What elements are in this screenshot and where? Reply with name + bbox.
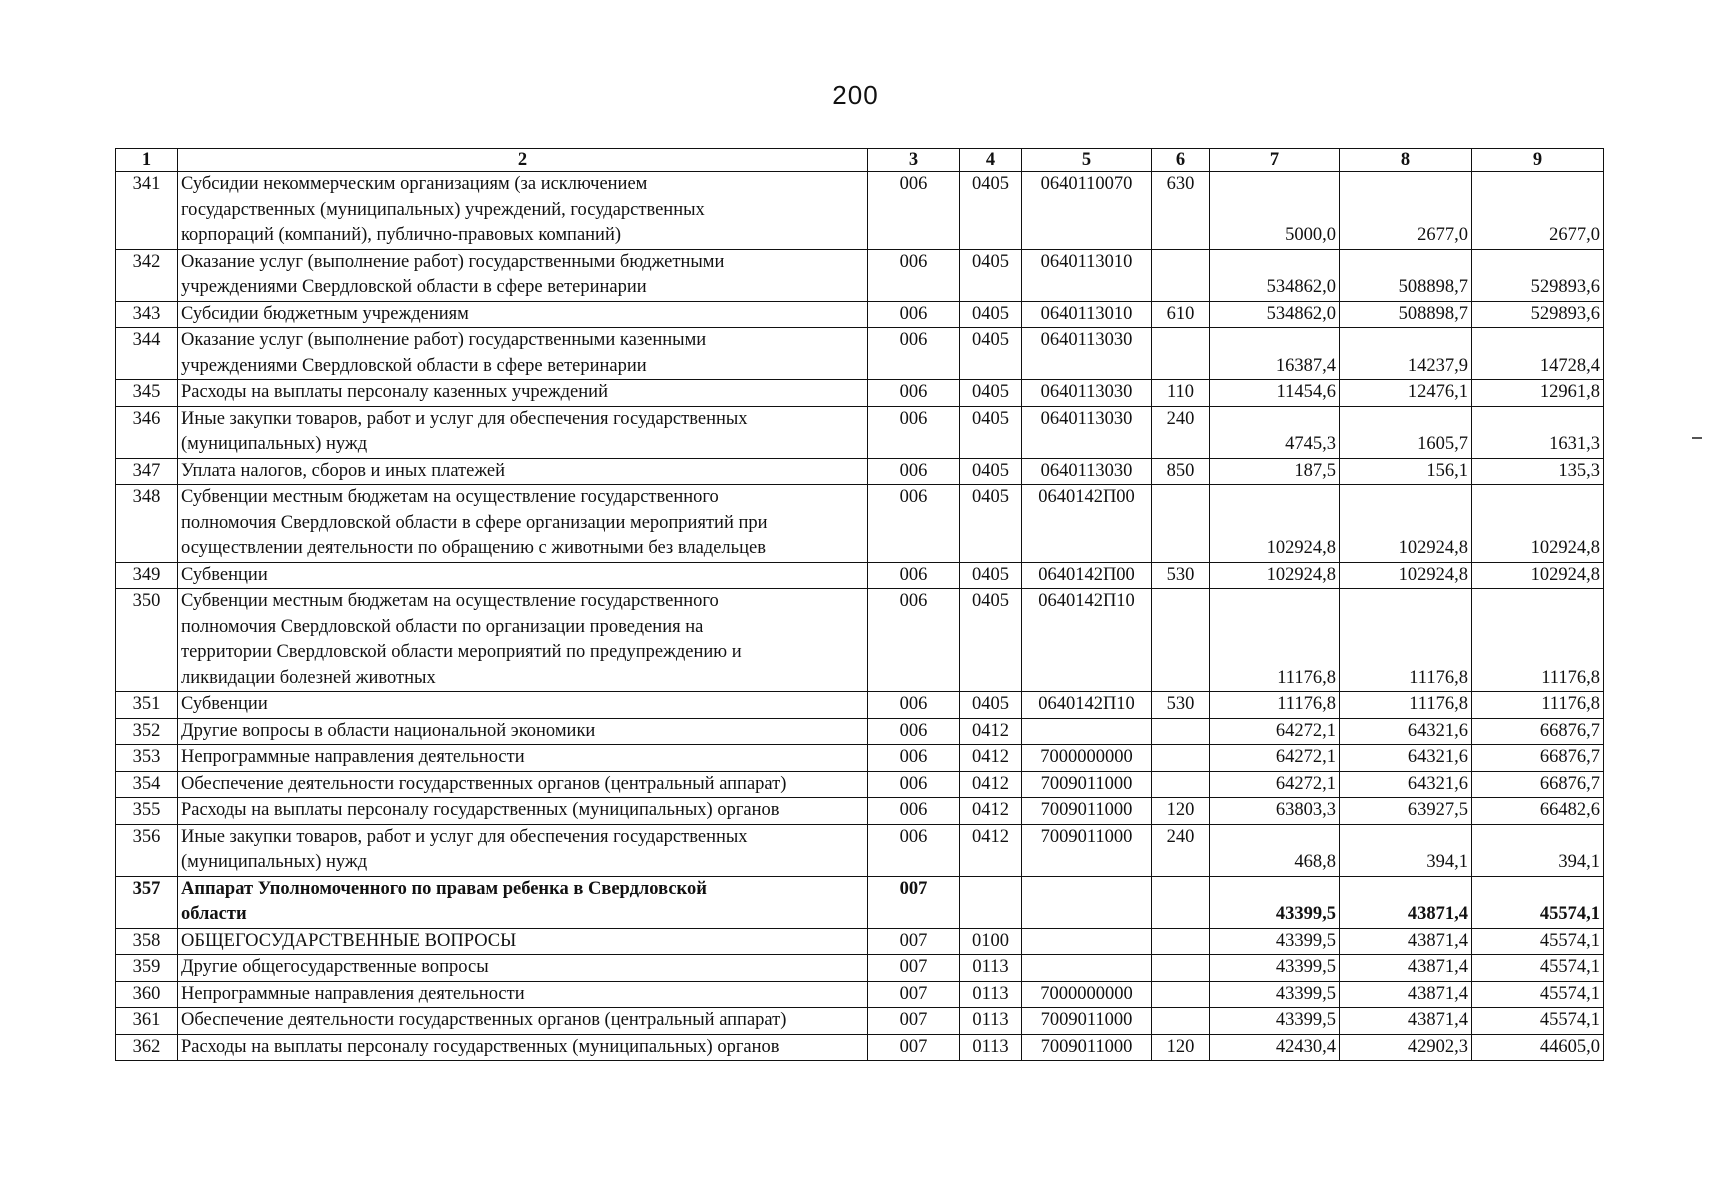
section-code-cell: 0113 [960,955,1022,982]
item-name-cell: Расходы на выплаты персоналу государственных (муниципальных) органов [178,1034,868,1061]
section-code-cell [960,876,1022,928]
budget-table [115,148,1604,1061]
table-body [116,172,1604,1061]
amount-col9-cell: 45574,1 [1472,981,1604,1008]
header-cell-1: 1 [116,149,178,172]
table-row [116,562,1604,589]
amount-col7-cell: 5000,0 [1210,172,1340,250]
row-number-cell: 341 [116,172,178,250]
amount-col7-cell: 187,5 [1210,458,1340,485]
amount-col8-cell: 14237,9 [1340,328,1472,380]
table-row [116,955,1604,982]
item-name-cell: Другие вопросы в области национальной экономики [178,718,868,745]
row-number-cell: 350 [116,589,178,692]
amount-col7-cell: 42430,4 [1210,1034,1340,1061]
amount-col9-cell: 11176,8 [1472,589,1604,692]
row-number-cell: 353 [116,745,178,772]
item-name-cell: Субсидии некоммерческим организациям (за исключением государственных (муниципальных) учреждений, государственных корпораций (компаний), публично-правовых компаний) [178,172,868,250]
page-number: 200 [832,80,879,110]
amount-col8-cell: 43871,4 [1340,981,1472,1008]
target-article-cell: 0640113030 [1022,328,1152,380]
amount-col7-cell: 4745,3 [1210,406,1340,458]
target-article-cell: 0640142П00 [1022,485,1152,563]
amount-col8-cell: 43871,4 [1340,876,1472,928]
amount-col9-cell: 66876,7 [1472,745,1604,772]
expense-type-cell: 240 [1152,406,1210,458]
expense-type-cell [1152,718,1210,745]
row-number-cell: 345 [116,380,178,407]
ministry-code-cell: 006 [868,328,960,380]
ministry-code-cell: 007 [868,928,960,955]
section-code-cell: 0405 [960,406,1022,458]
section-code-cell: 0412 [960,824,1022,876]
ministry-code-cell: 006 [868,745,960,772]
ministry-code-cell: 007 [868,1008,960,1035]
expense-type-cell: 240 [1152,824,1210,876]
table-row [116,692,1604,719]
section-code-cell: 0100 [960,928,1022,955]
target-article-cell: 7009011000 [1022,771,1152,798]
header-cell-5: 5 [1022,149,1152,172]
amount-col8-cell: 64321,6 [1340,718,1472,745]
scan-mark [1692,437,1702,439]
expense-type-cell: 630 [1152,172,1210,250]
item-name-cell: Субсидии бюджетным учреждениям [178,301,868,328]
item-name-cell: Непрограммные направления деятельности [178,745,868,772]
amount-col7-cell: 43399,5 [1210,1008,1340,1035]
target-article-cell: 0640142П10 [1022,589,1152,692]
amount-col9-cell: 44605,0 [1472,1034,1604,1061]
target-article-cell: 7000000000 [1022,745,1152,772]
header-cell-9: 9 [1472,149,1604,172]
ministry-code-cell: 006 [868,485,960,563]
amount-col9-cell: 102924,8 [1472,562,1604,589]
ministry-code-cell: 006 [868,172,960,250]
row-number-cell: 348 [116,485,178,563]
item-name-cell: Иные закупки товаров, работ и услуг для обеспечения государственных (муниципальных) нужд [178,406,868,458]
amount-col9-cell: 2677,0 [1472,172,1604,250]
target-article-cell: 0640113010 [1022,249,1152,301]
section-code-cell: 0405 [960,692,1022,719]
amount-col9-cell: 394,1 [1472,824,1604,876]
expense-type-cell [1152,745,1210,772]
table-row [116,824,1604,876]
item-name-cell: Аппарат Уполномоченного по правам ребенка в Свердловской области [178,876,868,928]
table-row [116,876,1604,928]
row-number-cell: 358 [116,928,178,955]
table-row [116,328,1604,380]
amount-col9-cell: 45574,1 [1472,1008,1604,1035]
table-row [116,718,1604,745]
expense-type-cell [1152,955,1210,982]
table-row [116,798,1604,825]
expense-type-cell [1152,1008,1210,1035]
expense-type-cell: 120 [1152,798,1210,825]
ministry-code-cell: 006 [868,718,960,745]
target-article-cell: 7009011000 [1022,824,1152,876]
item-name-cell: Субвенции [178,562,868,589]
item-name-cell: Другие общегосударственные вопросы [178,955,868,982]
ministry-code-cell: 006 [868,301,960,328]
ministry-code-cell: 006 [868,562,960,589]
table-row [116,1008,1604,1035]
header-cell-8: 8 [1340,149,1472,172]
ministry-code-cell: 006 [868,249,960,301]
section-code-cell: 0405 [960,328,1022,380]
row-number-cell: 359 [116,955,178,982]
amount-col9-cell: 529893,6 [1472,301,1604,328]
amount-col8-cell: 11176,8 [1340,589,1472,692]
table-row [116,771,1604,798]
row-number-cell: 349 [116,562,178,589]
section-code-cell: 0405 [960,562,1022,589]
amount-col7-cell: 64272,1 [1210,718,1340,745]
amount-col8-cell: 394,1 [1340,824,1472,876]
amount-col7-cell: 63803,3 [1210,798,1340,825]
ministry-code-cell: 006 [868,589,960,692]
table-row [116,981,1604,1008]
section-code-cell: 0405 [960,485,1022,563]
section-code-cell: 0405 [960,380,1022,407]
section-code-cell: 0113 [960,981,1022,1008]
item-name-cell: Расходы на выплаты персоналу казенных учреждений [178,380,868,407]
amount-col8-cell: 12476,1 [1340,380,1472,407]
expense-type-cell [1152,981,1210,1008]
row-number-cell: 355 [116,798,178,825]
row-number-cell: 352 [116,718,178,745]
amount-col7-cell: 11176,8 [1210,692,1340,719]
amount-col7-cell: 11176,8 [1210,589,1340,692]
ministry-code-cell: 006 [868,380,960,407]
amount-col7-cell: 11454,6 [1210,380,1340,407]
table-row [116,301,1604,328]
amount-col9-cell: 66482,6 [1472,798,1604,825]
expense-type-cell [1152,876,1210,928]
amount-col7-cell: 43399,5 [1210,876,1340,928]
amount-col9-cell: 45574,1 [1472,928,1604,955]
expense-type-cell [1152,589,1210,692]
target-article-cell [1022,718,1152,745]
section-code-cell: 0412 [960,771,1022,798]
amount-col8-cell: 508898,7 [1340,301,1472,328]
section-code-cell: 0412 [960,798,1022,825]
expense-type-cell [1152,249,1210,301]
expense-type-cell: 120 [1152,1034,1210,1061]
section-code-cell: 0412 [960,718,1022,745]
target-article-cell: 7000000000 [1022,981,1152,1008]
target-article-cell: 0640110070 [1022,172,1152,250]
amount-col7-cell: 16387,4 [1210,328,1340,380]
target-article-cell [1022,928,1152,955]
section-code-cell: 0405 [960,172,1022,250]
row-number-cell: 346 [116,406,178,458]
table-row [116,380,1604,407]
amount-col9-cell: 66876,7 [1472,771,1604,798]
ministry-code-cell: 006 [868,458,960,485]
amount-col9-cell: 45574,1 [1472,876,1604,928]
section-code-cell: 0113 [960,1008,1022,1035]
item-name-cell: Расходы на выплаты персоналу государственных (муниципальных) органов [178,798,868,825]
row-number-cell: 362 [116,1034,178,1061]
amount-col9-cell: 45574,1 [1472,955,1604,982]
item-name-cell: Оказание услуг (выполнение работ) государственными казенными учреждениями Свердловской области в сфере ветеринарии [178,328,868,380]
header-cell-4: 4 [960,149,1022,172]
ministry-code-cell: 006 [868,771,960,798]
expense-type-cell [1152,485,1210,563]
section-code-cell: 0113 [960,1034,1022,1061]
amount-col8-cell: 1605,7 [1340,406,1472,458]
item-name-cell: Уплата налогов, сборов и иных платежей [178,458,868,485]
row-number-cell: 360 [116,981,178,1008]
ministry-code-cell: 007 [868,876,960,928]
target-article-cell: 0640113030 [1022,380,1152,407]
item-name-cell: Иные закупки товаров, работ и услуг для обеспечения государственных (муниципальных) нужд [178,824,868,876]
amount-col9-cell: 135,3 [1472,458,1604,485]
item-name-cell: Обеспечение деятельности государственных органов (центральный аппарат) [178,1008,868,1035]
item-name-cell: Субвенции местным бюджетам на осуществление государственного полномочия Свердловской области по организации проведения на территории Свердловской области мероприятий по предупреждению и ликвидации болезней животных [178,589,868,692]
row-number-cell: 357 [116,876,178,928]
amount-col7-cell: 534862,0 [1210,301,1340,328]
amount-col7-cell: 43399,5 [1210,955,1340,982]
amount-col7-cell: 468,8 [1210,824,1340,876]
table-row [116,406,1604,458]
section-code-cell: 0405 [960,458,1022,485]
expense-type-cell [1152,771,1210,798]
expense-type-cell: 610 [1152,301,1210,328]
amount-col8-cell: 42902,3 [1340,1034,1472,1061]
table-row [116,1034,1604,1061]
item-name-cell: Субвенции [178,692,868,719]
amount-col8-cell: 43871,4 [1340,1008,1472,1035]
expense-type-cell: 850 [1152,458,1210,485]
header-cell-2: 2 [178,149,868,172]
ministry-code-cell: 006 [868,824,960,876]
section-code-cell: 0405 [960,249,1022,301]
expense-type-cell [1152,328,1210,380]
row-number-cell: 343 [116,301,178,328]
table-row [116,928,1604,955]
target-article-cell: 0640142П10 [1022,692,1152,719]
amount-col9-cell: 102924,8 [1472,485,1604,563]
target-article-cell: 7009011000 [1022,798,1152,825]
amount-col8-cell: 102924,8 [1340,562,1472,589]
target-article-cell [1022,876,1152,928]
amount-col7-cell: 64272,1 [1210,771,1340,798]
amount-col9-cell: 1631,3 [1472,406,1604,458]
item-name-cell: Непрограммные направления деятельности [178,981,868,1008]
header-cell-7: 7 [1210,149,1340,172]
row-number-cell: 354 [116,771,178,798]
header-cell-3: 3 [868,149,960,172]
expense-type-cell: 530 [1152,562,1210,589]
item-name-cell: Обеспечение деятельности государственных органов (центральный аппарат) [178,771,868,798]
ministry-code-cell: 007 [868,955,960,982]
amount-col7-cell: 43399,5 [1210,981,1340,1008]
amount-col7-cell: 102924,8 [1210,562,1340,589]
item-name-cell: ОБЩЕГОСУДАРСТВЕННЫЕ ВОПРОСЫ [178,928,868,955]
table-row [116,249,1604,301]
table-row [116,589,1604,692]
row-number-cell: 342 [116,249,178,301]
ministry-code-cell: 006 [868,692,960,719]
row-number-cell: 351 [116,692,178,719]
amount-col8-cell: 64321,6 [1340,771,1472,798]
ministry-code-cell: 006 [868,798,960,825]
target-article-cell [1022,955,1152,982]
ministry-code-cell: 006 [868,406,960,458]
target-article-cell: 0640113030 [1022,406,1152,458]
amount-col7-cell: 64272,1 [1210,745,1340,772]
amount-col9-cell: 14728,4 [1472,328,1604,380]
amount-col8-cell: 63927,5 [1340,798,1472,825]
row-number-cell: 356 [116,824,178,876]
target-article-cell: 7009011000 [1022,1034,1152,1061]
expense-type-cell [1152,928,1210,955]
amount-col7-cell: 102924,8 [1210,485,1340,563]
expense-type-cell: 530 [1152,692,1210,719]
item-name-cell: Субвенции местным бюджетам на осуществление государственного полномочия Свердловской области в сфере организации мероприятий при осуществлении деятельности по обращению с животными без владельцев [178,485,868,563]
row-number-cell: 344 [116,328,178,380]
row-number-cell: 361 [116,1008,178,1035]
target-article-cell: 0640142П00 [1022,562,1152,589]
target-article-cell: 0640113030 [1022,458,1152,485]
amount-col8-cell: 43871,4 [1340,928,1472,955]
ministry-code-cell: 007 [868,1034,960,1061]
section-code-cell: 0405 [960,301,1022,328]
ministry-code-cell: 007 [868,981,960,1008]
table-row [116,172,1604,250]
target-article-cell: 0640113010 [1022,301,1152,328]
amount-col9-cell: 529893,6 [1472,249,1604,301]
amount-col9-cell: 66876,7 [1472,718,1604,745]
table-row [116,458,1604,485]
item-name-cell: Оказание услуг (выполнение работ) государственными бюджетными учреждениями Свердловской области в сфере ветеринарии [178,249,868,301]
amount-col8-cell: 102924,8 [1340,485,1472,563]
amount-col8-cell: 43871,4 [1340,955,1472,982]
amount-col8-cell: 2677,0 [1340,172,1472,250]
amount-col9-cell: 11176,8 [1472,692,1604,719]
amount-col8-cell: 508898,7 [1340,249,1472,301]
section-code-cell: 0412 [960,745,1022,772]
table-row [116,745,1604,772]
header-cell-6: 6 [1152,149,1210,172]
table-header-row [116,149,1604,172]
expense-type-cell: 110 [1152,380,1210,407]
amount-col8-cell: 11176,8 [1340,692,1472,719]
amount-col8-cell: 156,1 [1340,458,1472,485]
table-row [116,485,1604,563]
amount-col7-cell: 43399,5 [1210,928,1340,955]
amount-col9-cell: 12961,8 [1472,380,1604,407]
amount-col8-cell: 64321,6 [1340,745,1472,772]
section-code-cell: 0405 [960,589,1022,692]
target-article-cell: 7009011000 [1022,1008,1152,1035]
row-number-cell: 347 [116,458,178,485]
amount-col7-cell: 534862,0 [1210,249,1340,301]
